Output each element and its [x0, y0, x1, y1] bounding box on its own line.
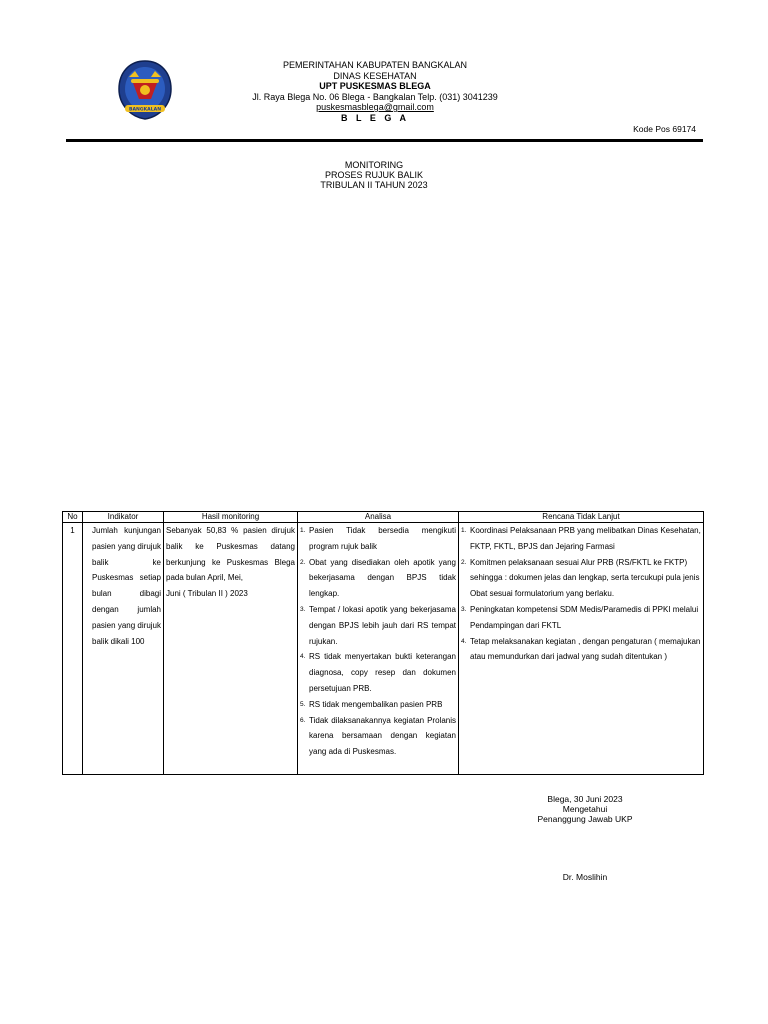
- signature-date: Blega, 30 Juni 2023: [547, 794, 623, 804]
- cell-indikator: Jumlah kunjungan pasien yang dirujuk balik ke Puskesmas setiap bulan dibagi dengan jumlah pasien yang dirujuk balik dikali 100: [83, 523, 164, 775]
- table-row: [63, 523, 704, 775]
- header-address: Jl. Raya Blega No. 06 Blega - Bangkalan Telp. (031) 3041239: [252, 91, 498, 102]
- signer-name: Dr. Moslihin: [562, 872, 608, 882]
- title-line-1: MONITORING: [344, 160, 404, 170]
- list-item: 1. Koordinasi Pelaksanaan PRB yang melibatkan Dinas Kesehatan, FKTP, FKTL, BPJS dan Jejaring Farmasi: [461, 526, 701, 551]
- postal-code: Kode Pos 69174: [633, 124, 696, 134]
- hasil-text: Sebanyak 50,83 % pasien dirujuk balik ke Puskesmas datang berkunjung ke Puskesmas Blega pada bulan April, Mei,: [166, 526, 295, 583]
- header-rencana: Rencana Tidak Lanjut: [459, 512, 704, 523]
- header-analisa: Analisa: [298, 512, 459, 523]
- header-indikator: Indikator: [83, 512, 164, 523]
- cell-no: 1: [63, 523, 83, 775]
- header-no: No: [63, 512, 83, 523]
- letterhead: [230, 60, 520, 123]
- list-item: 1. Pasien Tidak bersedia mengikuti program rujuk balik: [300, 526, 456, 551]
- logo-lettering: BANGKALAN: [128, 107, 162, 113]
- cell-hasil: [164, 523, 298, 775]
- signature-acknowledgement: Mengetahui: [562, 804, 608, 814]
- monitoring-table: [62, 511, 704, 775]
- list-item: 5. RS tidak mengembalikan pasien PRB: [300, 699, 443, 709]
- list-item: 2. Komitmen pelaksanaan sesuai Alur PRB (RS/FKTL ke FKTP) sehingga : dokumen jelas dan lengkap, serta tercukupi pula jenis Obat sesuai formulatorium yang berlaku.: [461, 557, 700, 599]
- header-institution: UPT PUSKESMAS BLEGA: [319, 81, 431, 91]
- list-item: 4. RS tidak menyertakan bukti keterangan diagnosa, copy resep dan dokumen persetujuan PRB.: [300, 652, 456, 693]
- hasil-period: Juni ( Tribulan II ) 2023: [166, 589, 248, 599]
- list-item: 6. Tidak dilaksanakannya kegiatan Prolanis karena bersamaan dengan kegiatan yang ada di Puskesmas.: [300, 715, 456, 757]
- list-item: 4. Tetap melaksanakan kegiatan , dengan pengaturan ( memajukan atau memundurkan dari jadwal yang sudah ditentukan ): [461, 636, 701, 662]
- header-government: PEMERINTAHAN KABUPATEN BANGKALAN: [282, 60, 468, 70]
- title-line-3: TRIBULAN II TAHUN 2023: [320, 180, 428, 190]
- signature-role: Penanggung Jawab UKP: [537, 814, 633, 824]
- table-header-row: [63, 512, 704, 523]
- list-item: 3. Peningkatan kompetensi SDM Medis/Paramedis di PPKI melalui Pendampingan dari FKTL: [461, 604, 699, 630]
- header-email-link[interactable]: puskesmasblega@gmail.com: [316, 102, 434, 112]
- cell-analisa: [298, 523, 459, 775]
- list-item: 3. Tempat / lokasi apotik yang bekerjasama dengan BPJS lebih jauh dari RS tempat rujukan.: [300, 604, 456, 646]
- header-city: B L E G A: [340, 112, 409, 123]
- list-item: 2. Obat yang disediakan oleh apotik yang bekerjasama dengan BPJS tidak lengkap.: [300, 557, 456, 599]
- signature-block: [520, 794, 650, 824]
- header-department: DINAS KESEHATAN: [333, 70, 417, 81]
- document-title: [234, 160, 514, 190]
- title-line-2: PROSES RUJUK BALIK: [324, 170, 424, 180]
- bangkalan-logo: [117, 59, 173, 121]
- header-hasil-monitoring: Hasil monitoring: [164, 512, 298, 523]
- header-divider: [66, 139, 703, 142]
- cell-rencana: [459, 523, 704, 775]
